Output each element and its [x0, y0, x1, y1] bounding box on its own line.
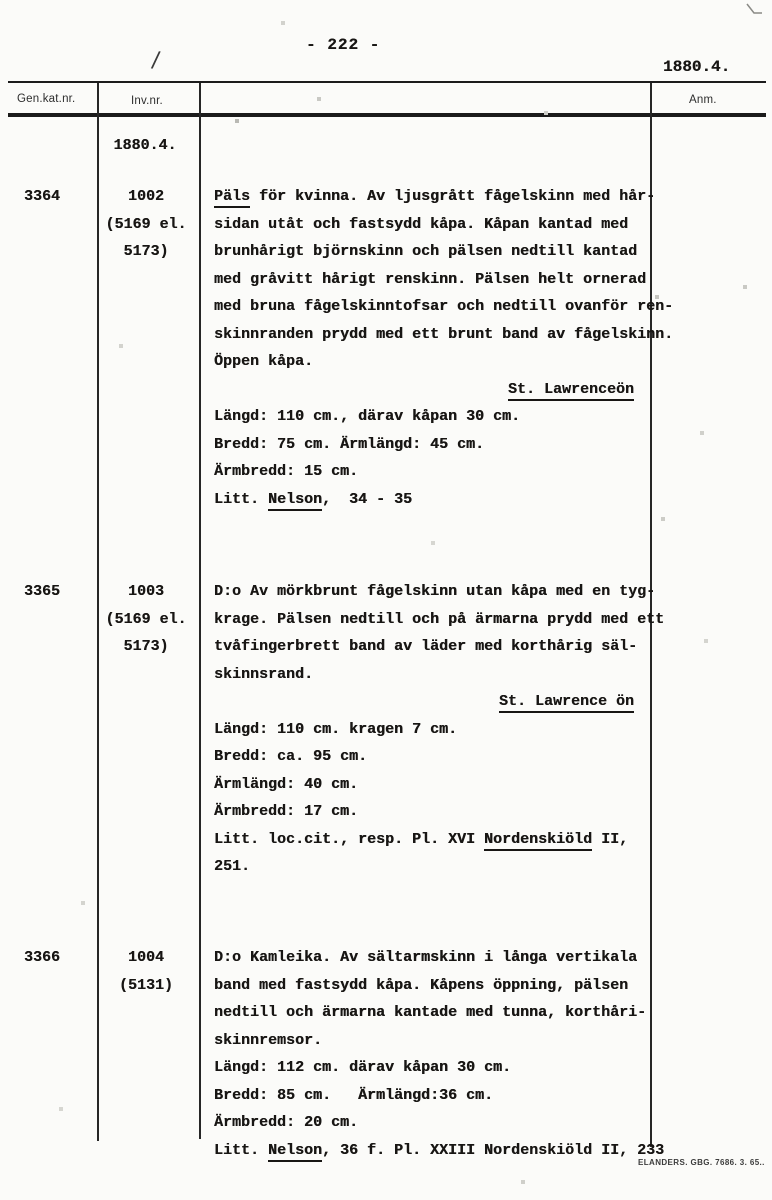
inv-nr: 1004 (5131) [118, 949, 173, 994]
entry-description: Päls för kvinna. Av ljusgrått fågelskinn med hår- sidan utåt och fastsydd kåpa. Kåpan kantad med brunhårigt björnskinn och pälsen nedtill kantad med gråvitt hårigt renskinn. Pälsen helt ornerad med bruna fågelskinntofsar och nedtill ovanför ren- skinnranden prydd med ett brunt band av fågelskinn. Öppen kåpa. St. Lawrenceön Längd: 110 cm., därav kåpan 30 cm. Bredd: 75 cm. Ärmlängd: 45 cm. Ärmbredd: 15 cm. Litt. Nelson, 34 - 35 [214, 183, 660, 513]
printer-mark: ELANDERS. GBG. 7686. 3. 65.. [638, 1158, 765, 1167]
scan-noise [0, 0, 2, 2]
column-divider-2 [199, 83, 201, 1139]
inv-nr: 1002 (5169 el. 5173) [105, 188, 187, 260]
table-header-bottom-rule [8, 113, 766, 117]
accession-group-label: 1880.4. [113, 137, 177, 154]
column-header-anm: Anm. [689, 94, 717, 106]
column-header-inv-nr: Inv.nr. [131, 95, 163, 107]
table-top-rule [8, 81, 766, 83]
page-number: - 222 - [306, 36, 381, 54]
corner-pen-mark-icon [745, 3, 763, 22]
inv-nr: 1003 (5169 el. 5173) [105, 583, 187, 655]
pen-slash-mark: / [150, 47, 162, 74]
entry-description: D:o Av mörkbrunt fågelskinn utan kåpa med en tyg- krage. Pälsen nedtill och på ärmarna prydd med ett tvåfingerbrett band av läder med korthårig säl- skinnsrand. St. Lawrence ön Längd: 110 cm. kragen 7 cm. Bredd: ca. 95 cm. Ärmlängd: 40 cm. Ärmbredd: 17 cm. Litt. loc.cit., resp. Pl. XVI Nordenskiöld II, 251. [214, 583, 665, 875]
gen-kat-nr: 3365 [24, 583, 61, 600]
entry-description: D:o Kamleika. Av sältarmskinn i långa vertikala band med fastsydd kåpa. Kåpens öppning, pälsen nedtill och ärmarna kantade med tunna, korthåri- skinnremsor. Längd: 112 cm. därav kåpan 30 cm. Bredd: 85 cm. Ärmlängd:36 cm. Ärmbredd: 20 cm. Litt. Nelson, 36 f. Pl. XXIII Nordenskiöld II, 233 [214, 944, 660, 1164]
column-header-gen-kat-nr: Gen.kat.nr. [17, 93, 76, 105]
year-reference: 1880.4. [663, 58, 731, 76]
gen-kat-nr: 3366 [24, 949, 61, 966]
gen-kat-nr: 3364 [24, 188, 61, 205]
